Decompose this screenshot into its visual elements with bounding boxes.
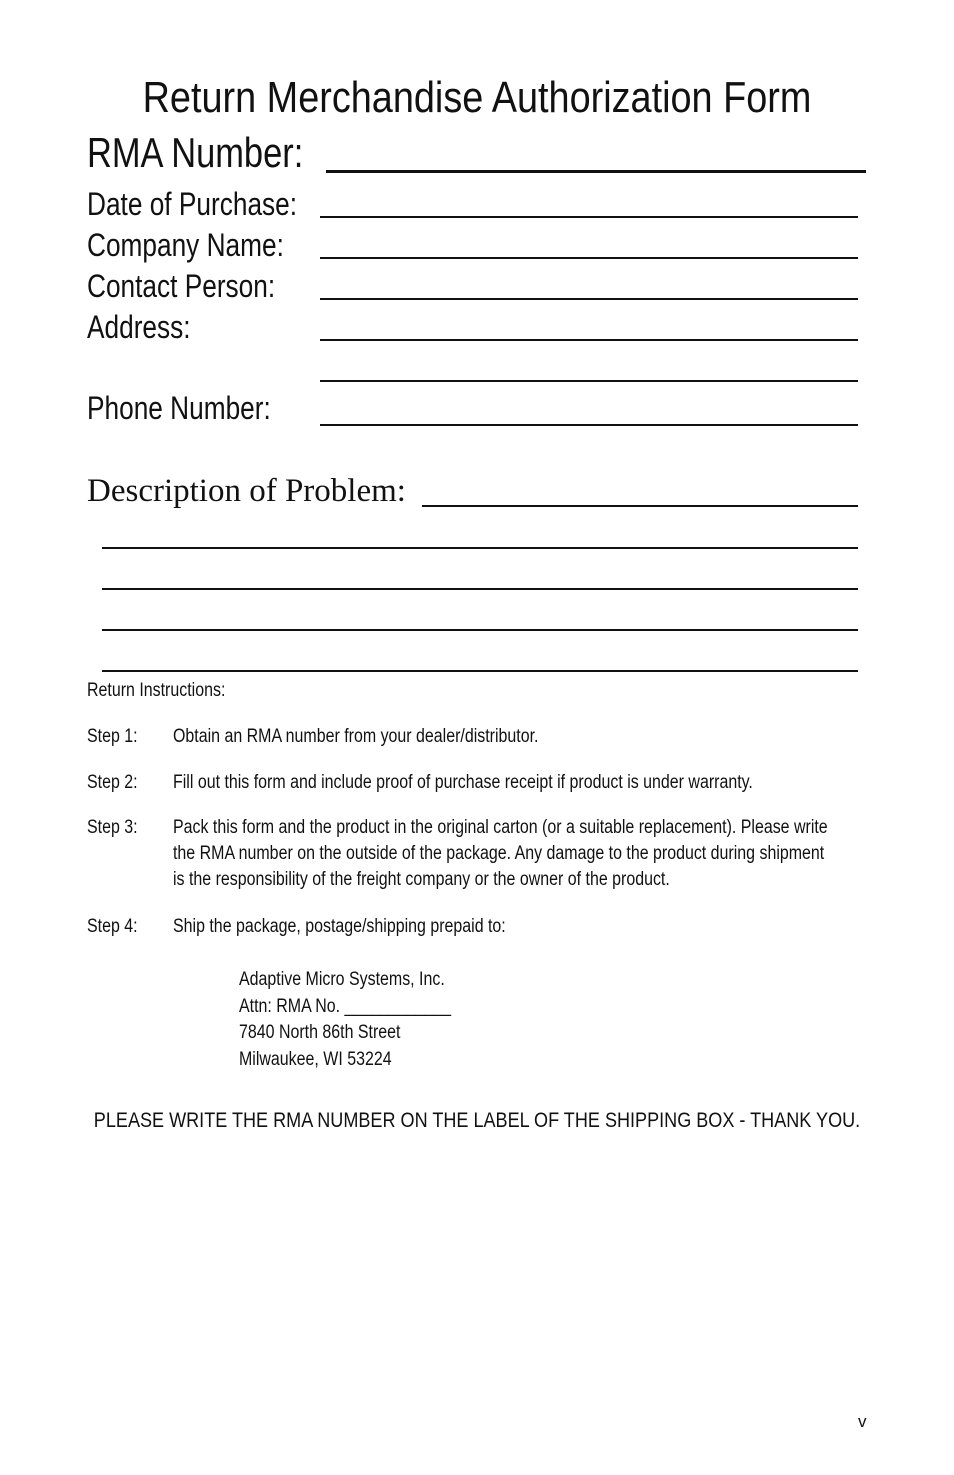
step-3-text <box>173 815 862 893</box>
ship-to-company: Adaptive Micro Systems, Inc. <box>239 969 445 990</box>
step-4-text-line: Ship the package, postage/shipping prepaid to: <box>173 916 506 937</box>
ship-to-attn: Attn: RMA No. ____________ <box>239 996 452 1017</box>
step-3-text-line-2: the RMA number on the outside of the package. Any damage to the product during shipment <box>173 843 825 864</box>
step-1-text-line: Obtain an RMA number from your dealer/distributor. <box>173 726 539 747</box>
step-3-text-line-1: Pack this form and the product in the original carton (or a suitable replacement). Please write <box>173 817 828 838</box>
phone-number-label: Phone Number: <box>87 390 271 426</box>
step-1-text <box>173 724 862 750</box>
step-1-label: Step 1: <box>87 726 138 747</box>
description-field-line-2[interactable] <box>102 547 858 549</box>
step-2-text <box>173 770 862 796</box>
step-4-label: Step 4: <box>87 916 138 937</box>
step-3-label: Step 3: <box>87 817 138 838</box>
ship-to-city: Milwaukee, WI 53224 <box>239 1049 392 1070</box>
page-number: v <box>858 1412 867 1431</box>
rma-number-field[interactable] <box>326 170 866 173</box>
ship-to-street: 7840 North 86th Street <box>239 1022 401 1043</box>
rma-number-label: RMA Number: <box>87 129 304 176</box>
step-2-text-line: Fill out this form and include proof of purchase receipt if product is under warranty. <box>173 772 753 793</box>
form-title: Return Merchandise Authorization Form <box>142 73 812 122</box>
address-field-line-2[interactable] <box>320 380 858 382</box>
step-2-label: Step 2: <box>87 772 138 793</box>
phone-number-field[interactable] <box>320 424 858 426</box>
contact-person-label: Contact Person: <box>87 268 276 304</box>
step-3-text-line-3: is the responsibility of the freight company or the owner of the product. <box>173 869 670 890</box>
description-label: Description of Problem: <box>87 473 406 509</box>
contact-person-field[interactable] <box>320 298 858 300</box>
step-4-text <box>173 914 862 940</box>
description-field-line-1[interactable] <box>422 505 858 507</box>
date-of-purchase-field[interactable] <box>320 216 858 218</box>
date-of-purchase-label: Date of Purchase: <box>87 186 298 222</box>
description-field-line-4[interactable] <box>102 629 858 631</box>
closing-note: PLEASE WRITE THE RMA NUMBER ON THE LABEL OF THE SHIPPING BOX - THANK YOU. <box>93 1109 861 1132</box>
address-label: Address: <box>87 309 191 345</box>
address-field-line-1[interactable] <box>320 339 858 341</box>
company-name-label: Company Name: <box>87 227 284 263</box>
company-name-field[interactable] <box>320 257 858 259</box>
description-field-line-3[interactable] <box>102 588 858 590</box>
return-instructions-heading: Return Instructions: <box>87 680 226 701</box>
description-field-line-5[interactable] <box>102 670 858 672</box>
